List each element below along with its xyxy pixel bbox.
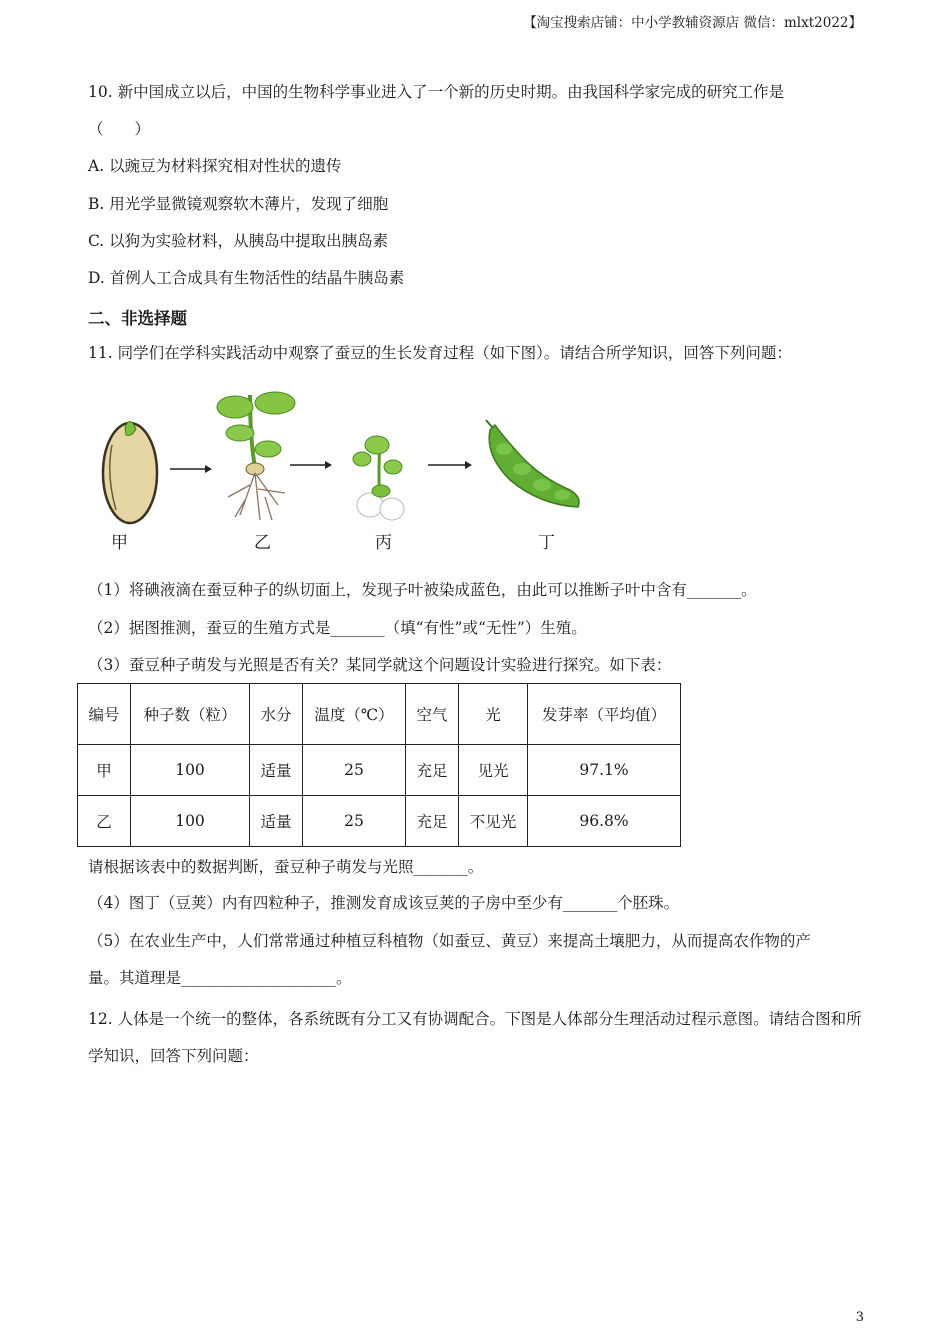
section-title: 二、非选择题 bbox=[88, 309, 187, 328]
table-cell: 96.8% bbox=[528, 796, 681, 847]
table-cell: 25 bbox=[303, 745, 406, 796]
q11-sub5-line2: 量。其道理是____________________。 bbox=[88, 969, 352, 987]
q11-sub4: （4）图丁（豆荚）内有四粒种子，推测发育成该豆荚的子房中至少有_______个胚珠。 bbox=[88, 894, 680, 912]
table-cell: 乙 bbox=[78, 796, 131, 847]
table-cell: 充足 bbox=[406, 796, 459, 847]
table-header-cell: 发芽率（平均值） bbox=[528, 684, 681, 745]
arrow-icon bbox=[170, 465, 212, 473]
page-header: 【淘宝搜索店铺：中小学教辅资源店 微信：mlxt2022】 bbox=[523, 15, 862, 31]
arrow-icon bbox=[290, 461, 332, 469]
figure-label-jia: 甲 bbox=[111, 533, 128, 553]
table-cell: 97.1% bbox=[528, 745, 681, 796]
table-cell: 25 bbox=[303, 796, 406, 847]
table-cell: 适量 bbox=[250, 796, 303, 847]
table-header-cell: 种子数（粒） bbox=[131, 684, 250, 745]
q10-option-d: D. 首例人工合成具有生物活性的结晶牛胰岛素 bbox=[88, 269, 405, 287]
table-cell: 不见光 bbox=[459, 796, 528, 847]
q10-option-c: C. 以狗为实验材料，从胰岛中提取出胰岛素 bbox=[88, 232, 389, 250]
bean-growth-figure bbox=[90, 385, 590, 555]
figure-label-ding: 丁 bbox=[538, 533, 555, 553]
table-cell: 见光 bbox=[459, 745, 528, 796]
table-cell: 适量 bbox=[250, 745, 303, 796]
q11-sub2: （2）据图推测，蚕豆的生殖方式是_______（填“有性”或“无性”）生殖。 bbox=[88, 619, 587, 637]
table-header-cell: 空气 bbox=[406, 684, 459, 745]
q10-answer-bracket: （ ） bbox=[88, 120, 151, 138]
experiment-table bbox=[77, 683, 681, 847]
q11-stem: 11. 同学们在学科实践活动中观察了蚕豆的生长发育过程（如下图）。请结合所学知识，回答下列问题： bbox=[88, 344, 792, 362]
q11-sub5-line1: （5）在农业生产中，人们常常通过种植豆科植物（如蚕豆、黄豆）来提高土壤肥力，从而提高农作物的产 bbox=[88, 932, 811, 950]
table-header-cell: 光 bbox=[459, 684, 528, 745]
arrow-icon bbox=[428, 461, 472, 469]
table-header-row bbox=[78, 684, 681, 745]
q11-sub1: （1）将碘液滴在蚕豆种子的纵切面上，发现子叶被染成蓝色，由此可以推断子叶中含有_______。 bbox=[88, 581, 757, 599]
figure-label-bing: 丙 bbox=[375, 533, 392, 553]
q10-option-b: B. 用光学显微镜观察软木薄片，发现了细胞 bbox=[88, 195, 389, 213]
q11-sub3: （3）蚕豆种子萌发与光照是否有关？某同学就这个问题设计实验进行探究。如下表： bbox=[88, 656, 672, 674]
seed-illustration bbox=[103, 421, 157, 523]
table-row bbox=[78, 796, 681, 847]
table-cell: 充足 bbox=[406, 745, 459, 796]
table-cell: 100 bbox=[131, 796, 250, 847]
figure-label-yi: 乙 bbox=[254, 533, 271, 553]
table-cell: 100 bbox=[131, 745, 250, 796]
flower-illustration bbox=[353, 436, 404, 520]
page-number: 3 bbox=[855, 1310, 864, 1325]
table-header-cell: 温度（℃） bbox=[303, 684, 406, 745]
bean-pod-illustration bbox=[486, 420, 579, 507]
seedling-illustration bbox=[217, 392, 295, 520]
q10-stem: 10. 新中国成立以后，中国的生物科学事业进入了一个新的历史时期。由我国科学家完成的研究工作是 bbox=[88, 83, 785, 101]
table-header-cell: 水分 bbox=[250, 684, 303, 745]
q10-option-a: A. 以豌豆为材料探究相对性状的遗传 bbox=[88, 157, 342, 175]
table-header-cell: 编号 bbox=[78, 684, 131, 745]
table-row bbox=[78, 745, 681, 796]
q11-after-table: 请根据该表中的数据判断，蚕豆种子萌发与光照_______。 bbox=[88, 858, 484, 876]
table-cell: 甲 bbox=[78, 745, 131, 796]
q12-stem: 12. 人体是一个统一的整体，各系统既有分工又有协调配合。下图是人体部分生理活动过程示意图。请结合图和所学知识，回答下列问题： bbox=[88, 1010, 862, 1065]
